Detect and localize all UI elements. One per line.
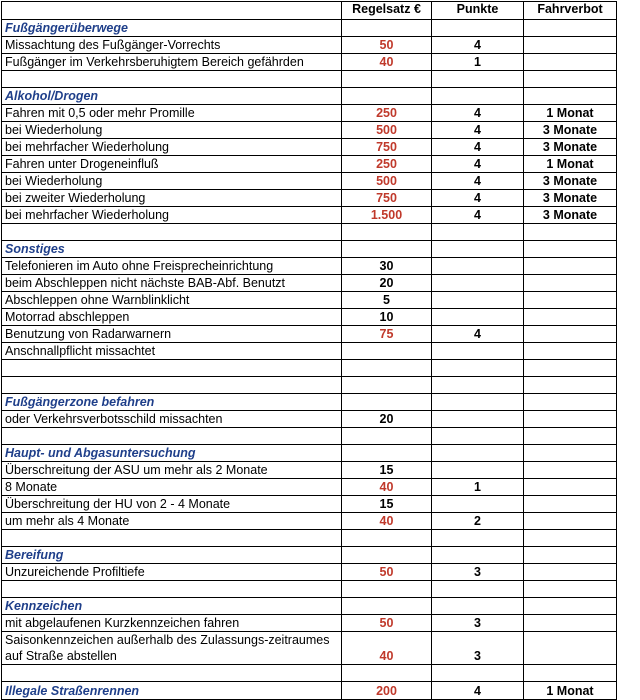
empty-cell (524, 241, 617, 258)
empty-cell (2, 581, 342, 598)
table-row (2, 615, 617, 632)
fine-value: 40 (342, 54, 432, 71)
offense-label: Saisonkennzeichen außerhalb des Zulassungs-zeitraumes auf Straße abstellen (2, 632, 342, 665)
empty-cell (2, 530, 342, 547)
fine-value: 40 (342, 479, 432, 496)
ban-value (524, 496, 617, 513)
points-value (432, 309, 524, 326)
section-row (2, 241, 617, 258)
ban-value (524, 326, 617, 343)
empty-cell (524, 88, 617, 105)
spacer-row (2, 428, 617, 445)
fine-value: 15 (342, 496, 432, 513)
points-value (432, 411, 524, 428)
ban-value: 1 Monat (524, 682, 617, 700)
table-row (2, 564, 617, 581)
fine-value: 750 (342, 139, 432, 156)
empty-cell (432, 394, 524, 411)
table-row (2, 343, 617, 360)
points-value (432, 343, 524, 360)
empty-cell (342, 530, 432, 547)
fine-value: 500 (342, 122, 432, 139)
section-row (2, 547, 617, 564)
points-value: 1 (432, 54, 524, 71)
table-row (2, 105, 617, 122)
section-title: Fußgängerzone befahren (2, 394, 342, 411)
offense-label: bei Wiederholung (2, 122, 342, 139)
section-row (2, 394, 617, 411)
table-row (2, 139, 617, 156)
table-row (2, 479, 617, 496)
table-row (2, 122, 617, 139)
points-value: 4 (432, 173, 524, 190)
points-value: 4 (432, 37, 524, 54)
points-value: 3 (432, 632, 524, 665)
empty-cell (432, 547, 524, 564)
empty-cell (342, 377, 432, 394)
table-row (2, 411, 617, 428)
header-offense (2, 2, 342, 20)
empty-cell (342, 20, 432, 37)
empty-cell (342, 445, 432, 462)
offense-label: Motorrad abschleppen (2, 309, 342, 326)
ban-value: 1 Monat (524, 156, 617, 173)
empty-cell (432, 445, 524, 462)
offense-label: oder Verkehrsverbotsschild missachten (2, 411, 342, 428)
ban-value: 3 Monate (524, 122, 617, 139)
ban-value: 3 Monate (524, 173, 617, 190)
fine-value: 5 (342, 292, 432, 309)
empty-cell (342, 71, 432, 88)
offense-label: Fußgänger im Verkehrsberuhigtem Bereich gefährden (2, 54, 342, 71)
fine-value: 40 (342, 513, 432, 530)
spacer-row (2, 581, 617, 598)
offense-label: bei mehrfacher Wiederholung (2, 139, 342, 156)
ban-value (524, 343, 617, 360)
table-row (2, 496, 617, 513)
empty-cell (524, 445, 617, 462)
empty-cell (524, 530, 617, 547)
empty-cell (432, 665, 524, 682)
ban-value (524, 292, 617, 309)
empty-cell (524, 224, 617, 241)
points-value: 3 (432, 615, 524, 632)
ban-value (524, 615, 617, 632)
empty-cell (432, 224, 524, 241)
section-title: Kennzeichen (2, 598, 342, 615)
empty-cell (342, 598, 432, 615)
fine-value (342, 343, 432, 360)
points-value: 4 (432, 105, 524, 122)
points-value (432, 462, 524, 479)
empty-cell (432, 598, 524, 615)
empty-cell (524, 665, 617, 682)
fine-value: 200 (342, 682, 432, 700)
section-title: Alkohol/Drogen (2, 88, 342, 105)
ban-value (524, 632, 617, 665)
table-row (2, 173, 617, 190)
spacer-row (2, 71, 617, 88)
table-row (2, 309, 617, 326)
spacer-row (2, 665, 617, 682)
empty-cell (2, 377, 342, 394)
table-row (2, 275, 617, 292)
table-row (2, 207, 617, 224)
fine-value: 10 (342, 309, 432, 326)
ban-value (524, 513, 617, 530)
fine-value: 20 (342, 411, 432, 428)
fine-table (1, 1, 617, 700)
table-row (2, 513, 617, 530)
empty-cell (432, 530, 524, 547)
empty-cell (342, 394, 432, 411)
section-title: Bereifung (2, 547, 342, 564)
offense-label: Unzureichende Profiltiefe (2, 564, 342, 581)
table-row (2, 190, 617, 207)
empty-cell (432, 241, 524, 258)
spacer-row (2, 530, 617, 547)
ban-value (524, 462, 617, 479)
empty-cell (2, 665, 342, 682)
points-value: 4 (432, 190, 524, 207)
ban-value (524, 37, 617, 54)
points-value (432, 292, 524, 309)
empty-cell (524, 20, 617, 37)
empty-cell (432, 581, 524, 598)
empty-cell (432, 20, 524, 37)
section-title: Haupt- und Abgasuntersuchung (2, 445, 342, 462)
fine-value: 20 (342, 275, 432, 292)
empty-cell (342, 665, 432, 682)
header-fahrverbot: Fahrverbot (524, 2, 617, 20)
points-value: 4 (432, 156, 524, 173)
empty-cell (524, 71, 617, 88)
offense-label: Fahren mit 0,5 oder mehr Promille (2, 105, 342, 122)
offense-label: mit abgelaufenen Kurzkennzeichen fahren (2, 615, 342, 632)
empty-cell (342, 88, 432, 105)
fine-value: 50 (342, 37, 432, 54)
table-row (2, 462, 617, 479)
points-value: 4 (432, 122, 524, 139)
empty-cell (2, 428, 342, 445)
ban-value (524, 309, 617, 326)
ban-value (524, 258, 617, 275)
fine-value: 1.500 (342, 207, 432, 224)
section-row (2, 88, 617, 105)
empty-cell (342, 360, 432, 377)
ban-value: 3 Monate (524, 207, 617, 224)
points-value (432, 496, 524, 513)
fine-value: 750 (342, 190, 432, 207)
empty-cell (342, 581, 432, 598)
empty-cell (432, 360, 524, 377)
spacer-row (2, 360, 617, 377)
section-title: Illegale Straßenrennen (2, 682, 342, 700)
empty-cell (342, 224, 432, 241)
fine-value: 75 (342, 326, 432, 343)
points-value: 2 (432, 513, 524, 530)
header-regelsatz: Regelsatz € (342, 2, 432, 20)
offense-label: Benutzung von Radarwarnern (2, 326, 342, 343)
fine-value: 40 (342, 632, 432, 665)
empty-cell (2, 224, 342, 241)
offense-label: 8 Monate (2, 479, 342, 496)
section-title: Fußgängerüberwege (2, 20, 342, 37)
points-value: 4 (432, 207, 524, 224)
empty-cell (342, 547, 432, 564)
offense-label: Anschnallpflicht missachtet (2, 343, 342, 360)
empty-cell (2, 360, 342, 377)
offense-label: Fahren unter Drogeneinfluß (2, 156, 342, 173)
offense-label: Überschreitung der ASU um mehr als 2 Monate (2, 462, 342, 479)
offense-label: Telefonieren im Auto ohne Freisprecheinrichtung (2, 258, 342, 275)
empty-cell (342, 241, 432, 258)
empty-cell (524, 547, 617, 564)
fine-value: 500 (342, 173, 432, 190)
fine-value: 250 (342, 105, 432, 122)
empty-cell (432, 71, 524, 88)
empty-cell (2, 71, 342, 88)
ban-value (524, 54, 617, 71)
empty-cell (524, 428, 617, 445)
offense-label: bei Wiederholung (2, 173, 342, 190)
ban-value: 3 Monate (524, 139, 617, 156)
empty-cell (524, 377, 617, 394)
offense-label: Missachtung des Fußgänger-Vorrechts (2, 37, 342, 54)
ban-value: 3 Monate (524, 190, 617, 207)
points-value: 4 (432, 682, 524, 700)
offense-label: bei mehrfacher Wiederholung (2, 207, 342, 224)
section-title: Sonstiges (2, 241, 342, 258)
table-row (2, 326, 617, 343)
section-row (2, 682, 617, 700)
table-row (2, 292, 617, 309)
table-row (2, 258, 617, 275)
points-value (432, 258, 524, 275)
ban-value: 1 Monat (524, 105, 617, 122)
section-row (2, 20, 617, 37)
empty-cell (432, 88, 524, 105)
points-value: 4 (432, 139, 524, 156)
fine-value: 15 (342, 462, 432, 479)
offense-label: bei zweiter Wiederholung (2, 190, 342, 207)
points-value (432, 275, 524, 292)
spacer-row (2, 377, 617, 394)
spacer-row (2, 224, 617, 241)
offense-label: Abschleppen ohne Warnblinklicht (2, 292, 342, 309)
section-row (2, 445, 617, 462)
ban-value (524, 411, 617, 428)
fine-value: 50 (342, 615, 432, 632)
offense-label: Überschreitung der HU von 2 - 4 Monate (2, 496, 342, 513)
empty-cell (432, 428, 524, 445)
empty-cell (524, 598, 617, 615)
empty-cell (524, 394, 617, 411)
offense-label: beim Abschleppen nicht nächste BAB-Abf. Benutzt (2, 275, 342, 292)
fine-value: 250 (342, 156, 432, 173)
fine-value: 50 (342, 564, 432, 581)
points-value: 1 (432, 479, 524, 496)
table-row (2, 37, 617, 54)
points-value: 3 (432, 564, 524, 581)
fine-value: 30 (342, 258, 432, 275)
offense-label: um mehr als 4 Monate (2, 513, 342, 530)
empty-cell (432, 377, 524, 394)
ban-value (524, 275, 617, 292)
header-row (2, 2, 617, 20)
table-row (2, 156, 617, 173)
empty-cell (342, 428, 432, 445)
ban-value (524, 479, 617, 496)
ban-value (524, 564, 617, 581)
empty-cell (524, 581, 617, 598)
empty-cell (524, 360, 617, 377)
points-value: 4 (432, 326, 524, 343)
table-row (2, 54, 617, 71)
section-row (2, 598, 617, 615)
table-row (2, 632, 617, 665)
header-punkte: Punkte (432, 2, 524, 20)
